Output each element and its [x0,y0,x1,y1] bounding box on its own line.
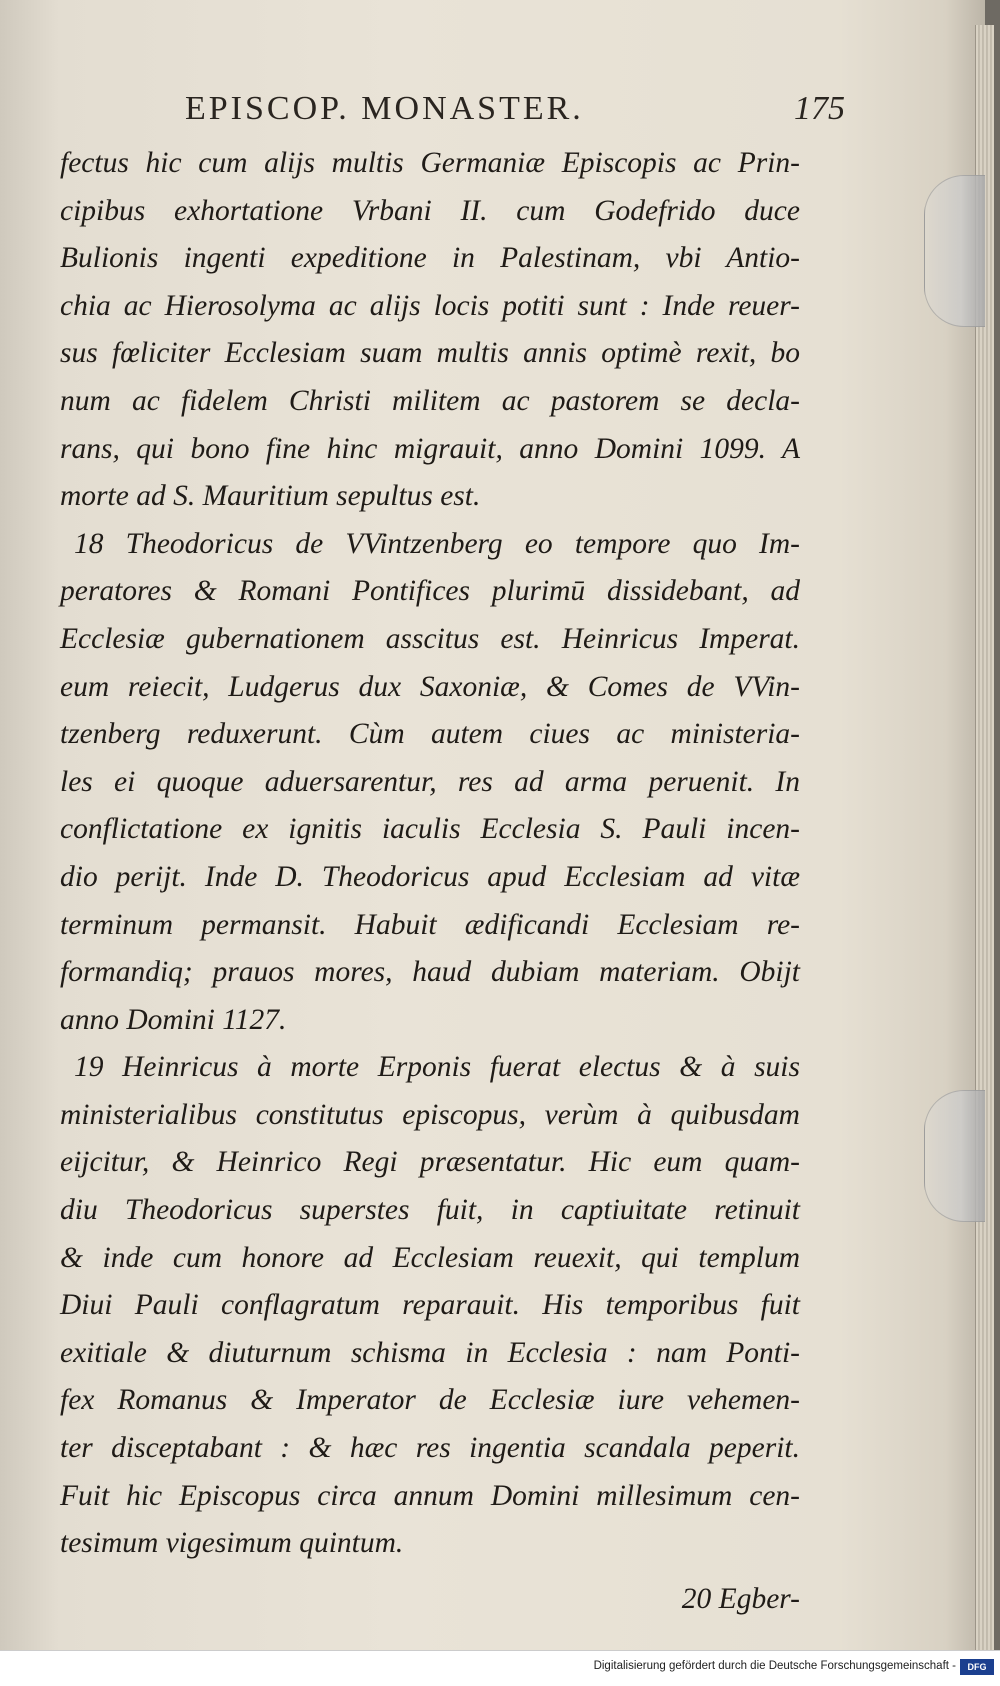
text-line: Bulionis ingenti expeditione in Palestinam, vbi Antio- [60,242,800,275]
paragraph-18-start: 18 Theodoricus de VVintzenberg eo tempore quo Im- [74,527,800,560]
text-line: peratores & Romani Pontifices plurimū dissidebant, ad [60,575,800,608]
text-line: dio perijt. Inde D. Theodoricus apud Ecclesiam ad vitæ [60,860,800,893]
catchword: 20 Egber- [681,1582,800,1615]
text-line: Fuit hic Episcopus circa annum Domini millesimum cen- [60,1479,800,1512]
body-text [60,140,800,1623]
text-line: les ei quoque aduersarentur, res ad arma peruenit. In [60,765,800,798]
text-line: Ecclesiæ gubernationem asscitus est. Heinricus Imperat. [60,622,800,655]
text-line: morte ad S. Mauritium sepultus est. [60,480,481,513]
text-line: ter disceptabant : & hæc res ingentia scandala peperit. [60,1432,800,1465]
text-line: anno Domini 1127. [60,1003,287,1036]
paragraph-19-start: 19 Heinricus à morte Erponis fuerat electus & à suis [74,1051,800,1084]
text-line: conflictatione ex ignitis iaculis Ecclesia S. Pauli incen- [60,813,800,846]
text-line: & inde cum honore ad Ecclesiam reuexit, qui templum [60,1241,800,1274]
text-line: rans, qui bono fine hinc migrauit, anno Domini 1099. A [60,432,800,465]
page-number: 175 [794,90,845,127]
text-line: terminum permansit. Habuit ædificandi Ecclesiam re- [60,908,800,941]
text-line: diu Theodoricus superstes fuit, in captiuitate retinuit [60,1194,800,1227]
text-line: chia ac Hierosolyma ac alijs locis potiti sunt : Inde reuer- [60,289,800,322]
running-title: EPISCOP. MONASTER. [185,90,584,127]
text-line: cipibus exhortatione Vrbani II. cum Godefrido duce [60,194,800,227]
page-clip-top [924,175,985,327]
text-line: exitiale & diuturnum schisma in Ecclesia : nam Ponti- [60,1336,800,1369]
page-header [185,90,845,138]
text-line: tesimum vigesimum quintum. [60,1527,404,1560]
text-line: num ac fidelem Christi militem ac pastorem se decla- [60,384,800,417]
page-clip-middle [924,1090,985,1222]
funding-credit: Digitalisierung gefördert durch die Deutsche Forschungsgemeinschaft - [593,1660,956,1672]
text-line: formandiq; prauos mores, haud dubiam materiam. Obijt [60,956,800,989]
text-line: eum reiecit, Ludgerus dux Saxoniæ, & Comes de VVin- [60,670,800,703]
text-line: ministerialibus constitutus episcopus, verùm à quibusdam [60,1098,800,1131]
text-line: sus fœliciter Ecclesiam suam multis annis optimè rexit, bo [60,337,800,370]
text-line: fex Romanus & Imperator de Ecclesiæ iure vehemen- [60,1384,800,1417]
text-line: eijcitur, & Heinrico Regi præsentatur. Hic eum quam- [60,1146,800,1179]
text-line: tzenberg reduxerunt. Cùm autem ciues ac ministeria- [60,718,800,751]
text-line: Diui Pauli conflagratum reparauit. His temporibus fuit [60,1289,800,1322]
dfg-logo: DFG [960,1659,994,1675]
digitization-footer [0,1650,1000,1686]
text-line: fectus hic cum alijs multis Germaniæ Episcopis ac Prin- [60,147,800,179]
